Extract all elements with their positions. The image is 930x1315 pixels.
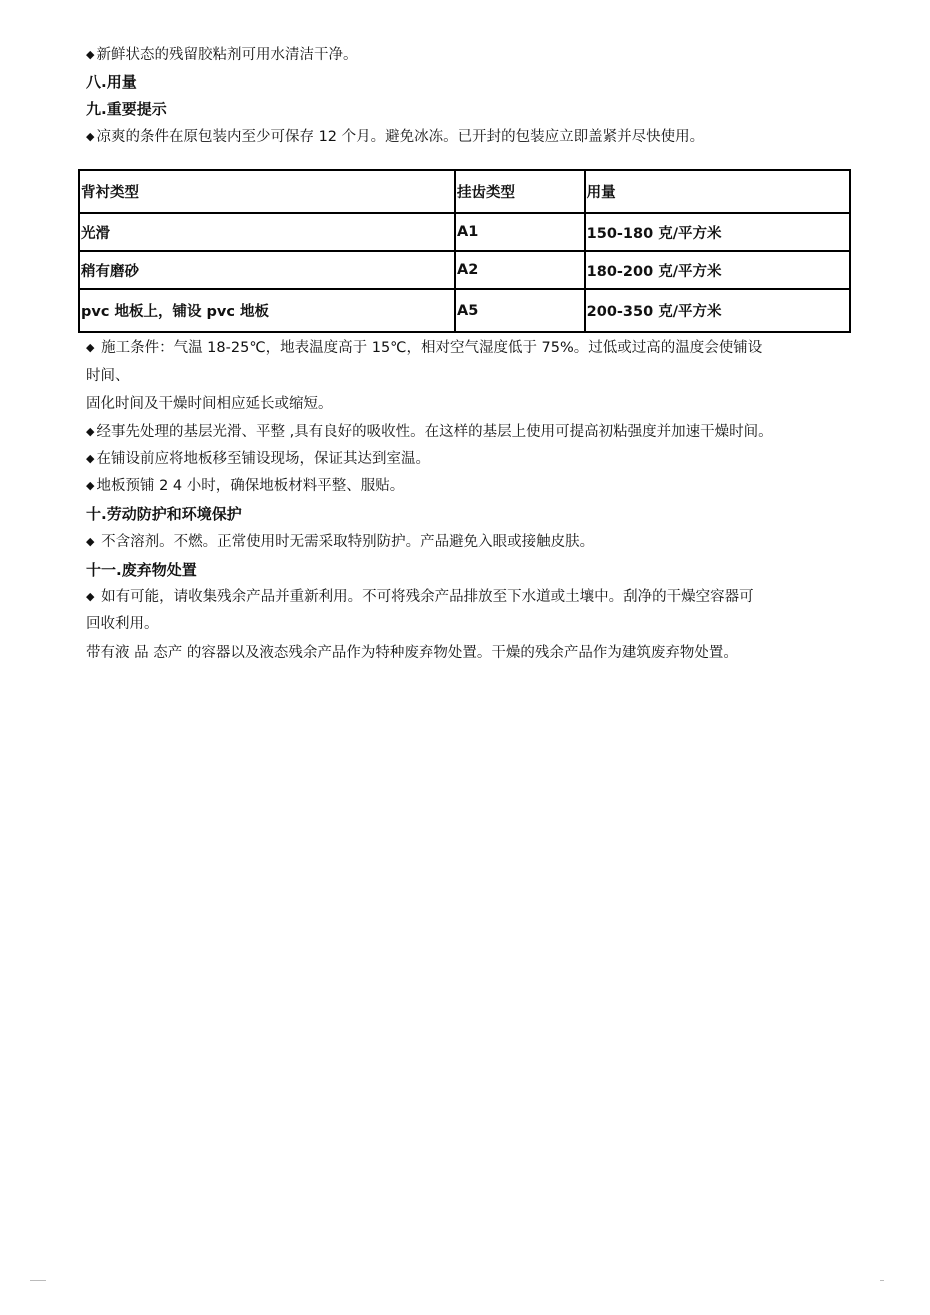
section-heading-8: 八.用量: [86, 73, 137, 91]
section-heading-10: 十.劳动防护和环境保护: [86, 505, 242, 523]
page-corner-mark: [880, 1280, 884, 1281]
table-cell: A2: [455, 251, 585, 289]
table-cell: 150-180 克/平方米: [585, 213, 850, 251]
table-header-cell: 用量: [585, 170, 850, 213]
text-line: 回收利用。: [86, 616, 159, 632]
section-heading-11: 十一.废弃物处置: [86, 561, 197, 579]
table-row: [79, 289, 850, 332]
text-line: 固化时间及干燥时间相应延长或缩短。: [86, 396, 333, 412]
usage-table: [78, 169, 851, 333]
bullet-icon: ◆: [86, 535, 95, 548]
bullet-icon: ◆: [86, 590, 95, 603]
bullet-icon: ◆: [86, 425, 95, 438]
text-line: ◆ 新鲜状态的残留胶粘剂可用水清洁干净。: [86, 47, 358, 63]
page-corner-mark: [30, 1280, 46, 1281]
table-cell: 200-350 克/平方米: [585, 289, 850, 332]
table-header-cell: 挂齿类型: [455, 170, 585, 213]
table-row: [79, 251, 850, 289]
table-cell: A5: [455, 289, 585, 332]
bullet-icon: ◆: [86, 130, 95, 143]
bullet-icon: ◆: [86, 48, 95, 61]
table-cell: A1: [455, 213, 585, 251]
table-cell: 180-200 克/平方米: [585, 251, 850, 289]
bullet-icon: ◆: [86, 341, 95, 354]
table-cell: 光滑: [79, 213, 455, 251]
table-header-cell: 背衬类型: [79, 170, 455, 213]
text-line: ◆ 凉爽的条件在原包装内至少可保存 12 个月。避免冰冻。已开封的包装应立即盖紧并尽快使用。: [86, 129, 705, 145]
text-line: ◆ 不含溶剂。不燃。正常使用时无需采取特别防护。产品避免入眼或接触皮肤。: [86, 534, 595, 550]
bullet-icon: ◆: [86, 479, 95, 492]
table-cell: 稍有磨砂: [79, 251, 455, 289]
text-line: ◆ 在铺设前应将地板移至铺设现场，保证其达到室温。: [86, 451, 430, 467]
section-heading-9: 九.重要提示: [86, 100, 167, 118]
table-row: [79, 213, 850, 251]
bullet-icon: ◆: [86, 452, 95, 465]
text-line: ◆ 施工条件：气温 18-25℃，地表温度高于 15℃，相对空气湿度低于 75%。过低或过高的温度会使铺设: [86, 340, 763, 356]
text-line: ◆ 地板预铺 2 4 小时，确保地板材料平整、服贴。: [86, 478, 405, 494]
table-cell: pvc 地板上，铺设 pvc 地板: [79, 289, 455, 332]
table-header-row: [79, 170, 850, 213]
text-line: 带有液 品 态产 的容器以及液态残余产品作为特种废弃物处置。干燥的残余产品作为建筑废弃物处置。: [86, 645, 738, 661]
text-line: 时间、: [86, 368, 130, 384]
text-line: ◆ 经事先处理的基层光滑、平整 ,具有良好的吸收性。在这样的基层上使用可提高初粘强度并加速干燥时间。: [86, 424, 773, 440]
text-line: ◆ 如有可能，请收集残余产品并重新利用。不可将残余产品排放至下水道或土壤中。刮净的干燥空容器可: [86, 589, 754, 605]
